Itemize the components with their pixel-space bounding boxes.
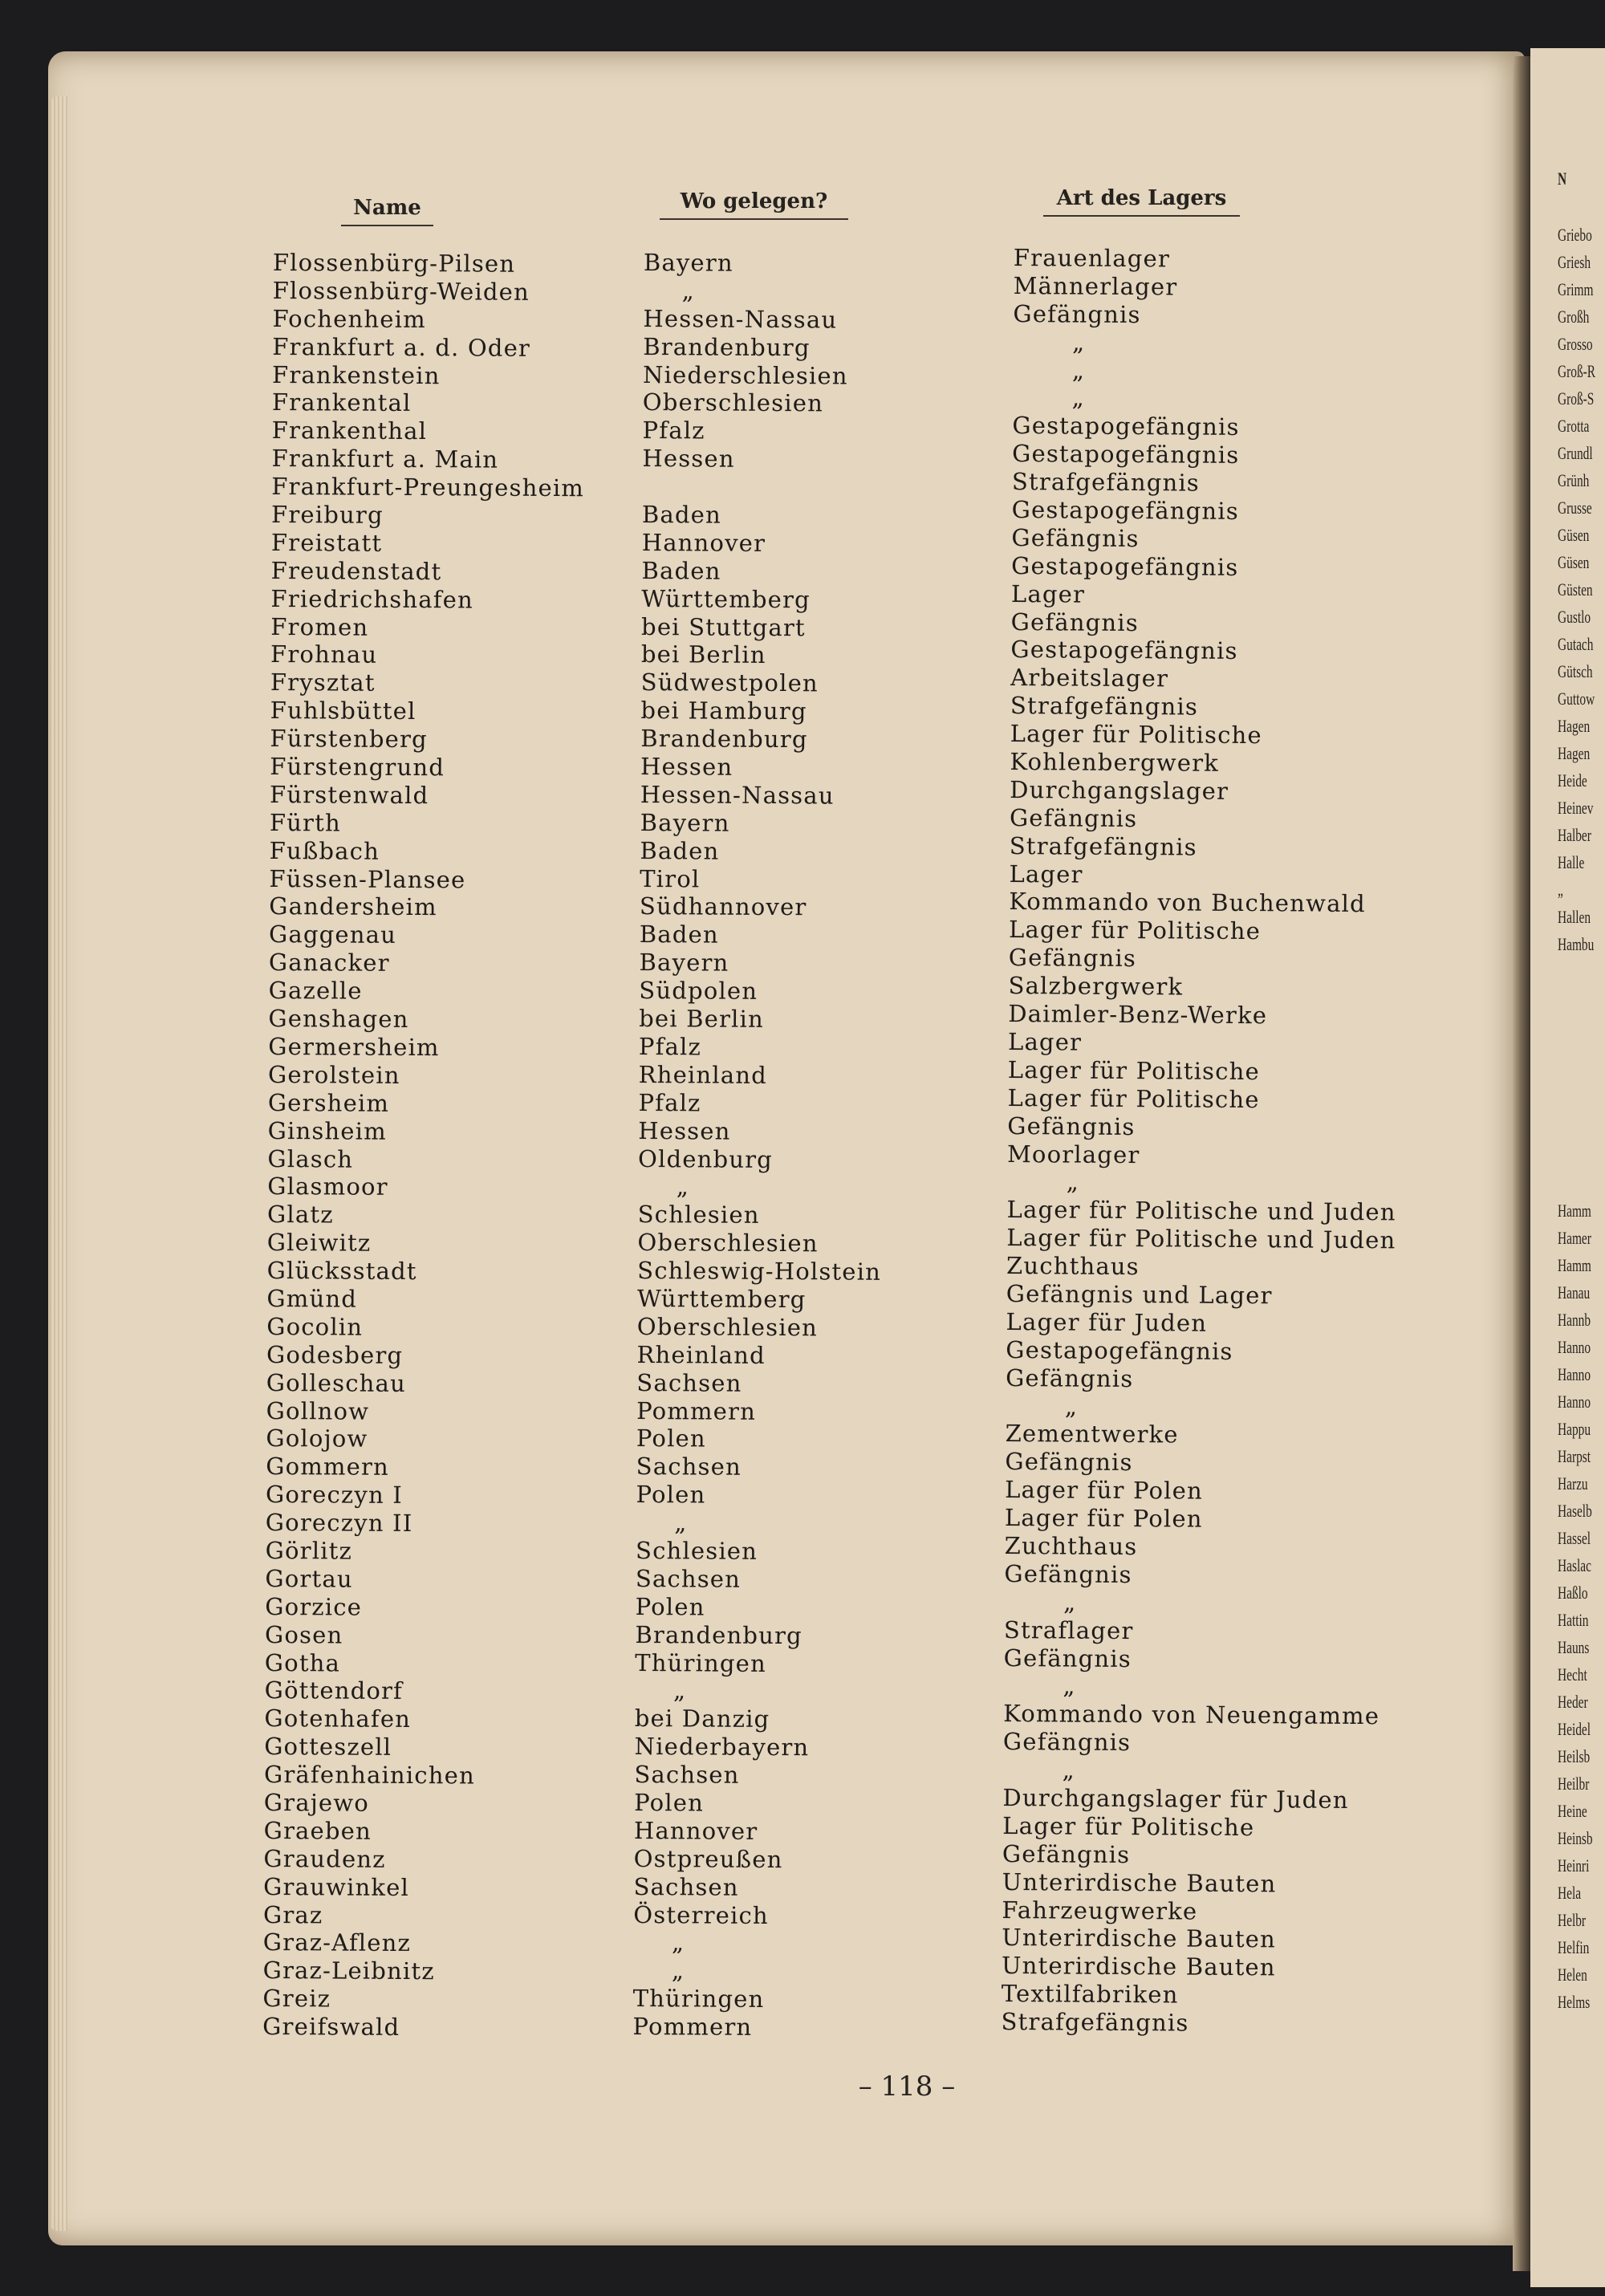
camp-type: Lager für Politische und Juden	[1006, 1196, 1396, 1226]
next-page-entry: Hamer	[1558, 1228, 1591, 1248]
next-page-entry: Hagen	[1558, 743, 1591, 763]
camp-name: Glasmoor	[267, 1172, 388, 1201]
camp-location: Hessen	[640, 753, 733, 781]
next-page-entry: Haslac	[1558, 1555, 1591, 1575]
camp-type: Durchgangslager	[1010, 775, 1229, 805]
camp-name: Frankfurt a. Main	[271, 445, 499, 473]
camp-name: Gräfenhainichen	[263, 1761, 475, 1790]
next-page-entry: Heinev	[1558, 798, 1594, 818]
camp-location: Schleswig-Holstein	[637, 1257, 882, 1286]
header-name: Name	[341, 196, 433, 226]
next-page-entry: Hanno	[1558, 1337, 1591, 1357]
next-page-entry: Heine	[1558, 1801, 1587, 1821]
camp-type: Gestapogefängnis	[1012, 412, 1240, 441]
camp-name: Frankfurt-Preungesheim	[271, 473, 585, 502]
camp-location: bei Berlin	[640, 640, 766, 669]
camp-type: Gestapogefängnis	[1011, 551, 1239, 581]
camp-name: Glücksstadt	[266, 1257, 417, 1286]
column-location	[632, 249, 1029, 2043]
camp-name: Glasch	[267, 1144, 354, 1173]
camp-type: Moorlager	[1006, 1140, 1140, 1168]
camp-type: Zementwerke	[1005, 1420, 1179, 1449]
camp-location: Oberschlesien	[636, 1312, 819, 1342]
next-page-entry: Heidel	[1558, 1719, 1591, 1739]
next-page-entry: Gütsch	[1558, 661, 1593, 681]
next-page-entry: Hecht	[1558, 1664, 1587, 1684]
camp-location: „	[672, 1928, 685, 1957]
camp-name: Gotteszell	[264, 1733, 392, 1762]
camp-name: Graz	[262, 1900, 323, 1928]
camp-type: Fahrzeugwerke	[1002, 1896, 1198, 1925]
next-page-entry: Helen	[1558, 1965, 1587, 1985]
next-page-entry: Grimm	[1558, 279, 1594, 299]
camp-name: Grauwinkel	[263, 1872, 410, 1901]
header-location: Wo gelegen?	[660, 189, 848, 220]
camp-name: Graeben	[263, 1816, 372, 1845]
camp-name: Freudenstadt	[270, 556, 442, 586]
camp-type: Unterirdische Bauten	[1001, 1952, 1276, 1981]
camp-location: Sachsen	[634, 1761, 740, 1789]
camp-type: Zuchthaus	[1006, 1252, 1140, 1281]
camp-name: Gandersheim	[269, 892, 437, 921]
next-page-entry: Harzu	[1558, 1473, 1588, 1493]
camp-location: Brandenburg	[635, 1620, 802, 1649]
camp-name: Frankenthal	[271, 417, 428, 445]
camp-name: Frankfurt a. d. Oder	[272, 332, 531, 362]
next-page-entry: Grusse	[1558, 498, 1592, 518]
camp-location: Brandenburg	[640, 725, 808, 754]
camp-location: Polen	[636, 1424, 706, 1453]
next-page-entry: Hattin	[1558, 1610, 1589, 1630]
camp-name: Fuhlsbüttel	[270, 697, 416, 725]
camp-name: Fürstenwald	[269, 780, 429, 810]
header-type: Art des Lagers	[1043, 186, 1240, 217]
camp-location: Österreich	[633, 1900, 769, 1929]
camp-location: Polen	[636, 1481, 706, 1509]
camp-location: Schlesien	[637, 1201, 760, 1229]
camp-type: Salzbergwerk	[1008, 972, 1184, 1001]
camp-type: Gefängnis	[1009, 803, 1138, 832]
camp-type: Gestapogefängnis	[1006, 1335, 1233, 1365]
camp-location: Polen	[634, 1788, 705, 1817]
next-page-entry: Hannb	[1558, 1310, 1591, 1330]
camp-name: Graz-Leibnitz	[262, 1957, 435, 1985]
camp-type: Lager	[1009, 859, 1083, 888]
camp-type: Gefängnis	[1002, 1728, 1132, 1757]
next-page-entry: Gustlo	[1558, 607, 1591, 627]
camp-name: Graz-Aflenz	[262, 1928, 412, 1957]
camp-location: „	[671, 1957, 685, 1985]
camp-location: Baden	[640, 836, 720, 865]
camp-name: Frohnau	[270, 640, 378, 669]
camp-location: Tirol	[640, 864, 701, 893]
camp-name: Gotenhafen	[264, 1705, 412, 1733]
camp-type: Frauenlager	[1013, 244, 1171, 273]
camp-location: „	[676, 1172, 690, 1201]
camp-location: Bayern	[643, 249, 733, 277]
camp-name: Frankenstein	[272, 360, 441, 389]
camp-name: Freistatt	[270, 528, 383, 557]
camp-type: Durchgangslager für Juden	[1002, 1783, 1349, 1814]
camp-name: Gaggenau	[268, 920, 397, 949]
camp-name: Graudenz	[263, 1844, 386, 1873]
camp-type: Lager für Politische	[1007, 1055, 1261, 1085]
camp-name: Fromen	[270, 612, 369, 641]
camp-location: bei Danzig	[634, 1705, 770, 1733]
camp-name: Fürstenberg	[270, 725, 428, 754]
next-page-entry: „	[1558, 880, 1563, 900]
next-page-header: N	[1558, 169, 1567, 189]
camp-type: Strafgefängnis	[1009, 831, 1197, 861]
camp-name: Füssen-Plansee	[269, 864, 466, 893]
camp-name: Göttendorf	[264, 1676, 404, 1705]
camp-name: Fürstengrund	[270, 753, 445, 782]
next-page-entry: Helfin	[1558, 1937, 1590, 1957]
next-page-entry: Halber	[1558, 825, 1591, 845]
camp-location: Pfalz	[638, 1032, 702, 1061]
camp-type: Gestapogefängnis	[1012, 440, 1240, 469]
camp-name: Flossenbürg-Weiden	[272, 276, 530, 306]
next-page-entry: Hallen	[1558, 907, 1591, 927]
camp-location: Schlesien	[635, 1536, 758, 1565]
next-page-entry: Grosso	[1558, 334, 1593, 354]
camp-location: Südwestpolen	[640, 668, 819, 697]
camp-location: Bayern	[640, 808, 730, 837]
camp-type: Lager	[1007, 1027, 1083, 1056]
camp-location: Oberschlesien	[637, 1229, 819, 1258]
camp-location: bei Hamburg	[640, 697, 807, 725]
camp-name: Fußbach	[269, 836, 380, 865]
camp-location: Hannover	[633, 1816, 758, 1845]
camp-name: Golojow	[266, 1424, 368, 1453]
next-page-entry: Hanno	[1558, 1364, 1591, 1384]
camp-type: Kommando von Buchenwald	[1009, 888, 1366, 918]
camp-name: Gorzice	[265, 1592, 363, 1621]
camp-name: Gmünd	[266, 1284, 358, 1313]
camp-type: Gefängnis und Lager	[1006, 1279, 1273, 1310]
camp-name: Freiburg	[270, 501, 384, 529]
camp-type: Kohlenbergwerk	[1010, 748, 1220, 777]
camp-name: Fürth	[269, 808, 341, 837]
next-page-entry: Hambu	[1558, 934, 1595, 954]
camp-type: Gefängnis	[1008, 944, 1137, 973]
camp-type: Gestapogefängnis	[1010, 636, 1238, 665]
camp-location: Pommern	[636, 1396, 757, 1425]
camp-location: Hannover	[641, 528, 766, 557]
next-page-entry: Helbr	[1558, 1910, 1587, 1930]
camp-type: Gefängnis	[1010, 608, 1140, 636]
camp-location: Baden	[641, 501, 722, 529]
camp-name: Ganacker	[268, 949, 390, 977]
camp-location: Pfalz	[642, 417, 705, 445]
camp-name: Gosen	[264, 1620, 343, 1649]
camp-type: Strafgefängnis	[1011, 468, 1201, 497]
camp-name: Gortau	[265, 1564, 353, 1593]
camp-location: Oberschlesien	[642, 388, 824, 417]
camp-location: „	[674, 1509, 688, 1537]
next-page-entry: Güsten	[1558, 579, 1593, 599]
next-page-entry: Gutach	[1558, 634, 1594, 654]
camp-type: Lager für Politische und Juden	[1006, 1224, 1396, 1254]
camp-type: Straflager	[1003, 1615, 1134, 1644]
camp-location: Baden	[639, 920, 719, 949]
camp-location: bei Berlin	[639, 1005, 765, 1033]
next-page-entry: Hanno	[1558, 1392, 1591, 1412]
next-page-entry: Heinsb	[1558, 1828, 1593, 1848]
camp-type: Gefängnis	[1002, 1839, 1131, 1868]
camp-name: Gleiwitz	[266, 1229, 372, 1257]
camp-type: Gefängnis	[1004, 1559, 1132, 1588]
camp-type: Lager für Politische	[1002, 1811, 1255, 1842]
camp-name: Friedrichshafen	[270, 584, 474, 614]
next-page-entry: Hanau	[1558, 1282, 1591, 1302]
camp-name: Gerolstein	[267, 1060, 400, 1089]
next-page-entry: Groß-S	[1558, 388, 1595, 408]
camp-name: Gollnow	[266, 1396, 370, 1425]
camp-name: Gersheim	[267, 1088, 390, 1117]
camp-type: Gefängnis	[1003, 1644, 1132, 1672]
next-page-entry: Heder	[1558, 1692, 1588, 1712]
camp-type: Daimler-Benz-Werke	[1008, 1000, 1268, 1030]
page-stack-edge	[50, 96, 67, 2231]
camp-location: Rheinland	[638, 1060, 768, 1089]
camp-name: Goreczyn II	[265, 1509, 413, 1538]
next-page-entry: Heide	[1558, 770, 1587, 790]
camp-name: Gotha	[264, 1648, 341, 1677]
camp-type: „	[1064, 1392, 1079, 1420]
camp-type: Gefängnis	[1013, 299, 1141, 328]
camp-name: Genshagen	[268, 1005, 409, 1034]
camp-type: Gefängnis	[1011, 523, 1140, 553]
camp-type: Kommando von Neuengamme	[1003, 1700, 1380, 1730]
camp-location: Niederschlesien	[642, 360, 848, 390]
camp-type: Lager für Politische	[1010, 720, 1262, 750]
camp-location: Thüringen	[635, 1648, 767, 1677]
camp-type: Unterirdische Bauten	[1002, 1924, 1277, 1953]
camp-location: Südhannover	[639, 892, 807, 921]
camp-location: Hessen	[638, 1116, 731, 1145]
camp-location: Brandenburg	[643, 332, 811, 361]
camp-type: Lager für Polen	[1004, 1504, 1203, 1533]
camp-location: Rheinland	[636, 1340, 766, 1369]
next-page-entry: Harpst	[1558, 1446, 1591, 1466]
next-page-entry: Guttow	[1558, 689, 1595, 709]
next-page-entry: Heilsb	[1558, 1746, 1591, 1766]
camp-name: Goreczyn I	[265, 1481, 404, 1510]
next-page-entry: Hela	[1558, 1883, 1582, 1903]
next-page-entry: Grotta	[1558, 416, 1590, 436]
camp-type: Gefängnis	[1007, 1111, 1136, 1140]
book-spine	[1513, 56, 1530, 2271]
next-page-entry: Hagen	[1558, 716, 1591, 736]
camp-location: Württemberg	[636, 1284, 807, 1314]
camp-name: Godesberg	[266, 1340, 404, 1369]
next-page-entry: Happu	[1558, 1419, 1591, 1439]
camp-type: Lager für Politische	[1008, 916, 1262, 945]
next-page-entry: Halle	[1558, 852, 1585, 872]
camp-name: Gocolin	[266, 1312, 364, 1341]
camp-type: Lager	[1010, 579, 1086, 608]
next-page-entry: Groß-R	[1558, 361, 1596, 381]
camp-location: Polen	[635, 1592, 705, 1621]
camp-location: Hessen-Nassau	[640, 780, 835, 810]
next-page-entry: Hamm	[1558, 1201, 1591, 1221]
next-page-entry: Hamm	[1558, 1255, 1591, 1275]
camp-type: „	[1063, 1588, 1077, 1616]
camp-location: Pommern	[632, 2013, 753, 2041]
camp-type: „	[1071, 384, 1086, 412]
next-page-entry: Griesh	[1558, 252, 1591, 272]
camp-location: Hessen-Nassau	[643, 304, 838, 334]
camp-name: Grajewo	[263, 1788, 370, 1817]
camp-location: „	[681, 277, 696, 305]
camp-location: Niederbayern	[634, 1733, 810, 1762]
camp-location: Pfalz	[638, 1088, 701, 1117]
camp-location: bei Stuttgart	[641, 612, 806, 641]
camp-location: Ostpreußen	[633, 1844, 783, 1873]
camp-type: „	[1072, 328, 1086, 356]
camp-type: Gestapogefängnis	[1011, 496, 1240, 525]
camp-type: Lager für Polen	[1005, 1476, 1204, 1505]
next-page-entry: Hauns	[1558, 1637, 1590, 1657]
camp-type: Strafgefängnis	[1010, 692, 1199, 721]
page-number: – 118 –	[858, 2070, 956, 2103]
camp-location: Sachsen	[636, 1453, 742, 1481]
next-page-entry: Heilbr	[1558, 1774, 1590, 1794]
column-name	[262, 249, 658, 2043]
camp-name: Greiz	[262, 1985, 331, 2013]
camp-location: Südpolen	[639, 977, 758, 1006]
camp-location: Baden	[641, 556, 721, 585]
camp-name: Golleschau	[266, 1368, 407, 1397]
next-page-entry: Haßlo	[1558, 1583, 1588, 1603]
next-page-entry: Griebo	[1558, 225, 1592, 245]
camp-type: Zuchthaus	[1004, 1531, 1138, 1561]
camp-name: Flossenbürg-Pilsen	[272, 249, 516, 278]
next-page-entry: Grundl	[1558, 443, 1593, 463]
next-page-entry: Haselb	[1558, 1501, 1592, 1521]
camp-name: Frankental	[271, 388, 412, 417]
camp-type: Unterirdische Bauten	[1002, 1867, 1277, 1897]
camp-location: Württemberg	[641, 584, 811, 613]
camp-type: Strafgefängnis	[1001, 2008, 1189, 2037]
camp-type: Gefängnis	[1006, 1363, 1134, 1392]
next-page-fragment	[1530, 48, 1605, 2287]
camp-type: Männerlager	[1013, 271, 1178, 301]
camp-location: Sachsen	[635, 1564, 742, 1593]
camp-location: Oldenburg	[637, 1144, 774, 1173]
camp-location: Sachsen	[636, 1368, 742, 1397]
camp-name: Germersheim	[268, 1032, 440, 1062]
camp-type: Lager für Juden	[1006, 1307, 1208, 1337]
camp-name: Glatz	[266, 1201, 334, 1229]
camp-location: Thüringen	[632, 1985, 765, 2014]
camp-type: „	[1063, 1672, 1076, 1701]
next-page-entry: Grünh	[1558, 470, 1590, 490]
camp-name: Gommern	[266, 1453, 390, 1481]
camp-name: Ginsheim	[267, 1116, 387, 1145]
camp-type: Textilfabriken	[1001, 1980, 1179, 2009]
camp-name: Fochenheim	[272, 304, 426, 333]
camp-type: „	[1062, 1756, 1076, 1784]
camp-location: „	[672, 1676, 687, 1705]
camp-location	[642, 473, 1027, 503]
camp-location: Hessen	[642, 445, 735, 473]
camp-location: Sachsen	[633, 1872, 739, 1901]
next-page-entry: Hassel	[1558, 1528, 1591, 1548]
next-page-entry: Güsen	[1558, 552, 1590, 572]
column-type	[1001, 244, 1495, 2039]
camp-type: „	[1066, 1168, 1080, 1196]
camp-name: Görlitz	[265, 1536, 353, 1565]
next-page-entry: Helms	[1558, 1992, 1591, 2012]
camp-name: Greifswald	[262, 2013, 400, 2042]
camp-type: Arbeitslager	[1010, 664, 1169, 693]
camp-location: Bayern	[639, 949, 729, 977]
camp-type: „	[1071, 356, 1086, 384]
next-page-entry: Großh	[1558, 307, 1590, 327]
camp-type: Gefängnis	[1005, 1448, 1133, 1477]
camp-name: Frysztat	[270, 668, 376, 697]
next-page-entry: Heinri	[1558, 1855, 1590, 1875]
next-page-entry: Güsen	[1558, 525, 1590, 545]
camp-name: Gazelle	[268, 977, 363, 1005]
camp-type: Lager für Politische	[1007, 1083, 1260, 1113]
